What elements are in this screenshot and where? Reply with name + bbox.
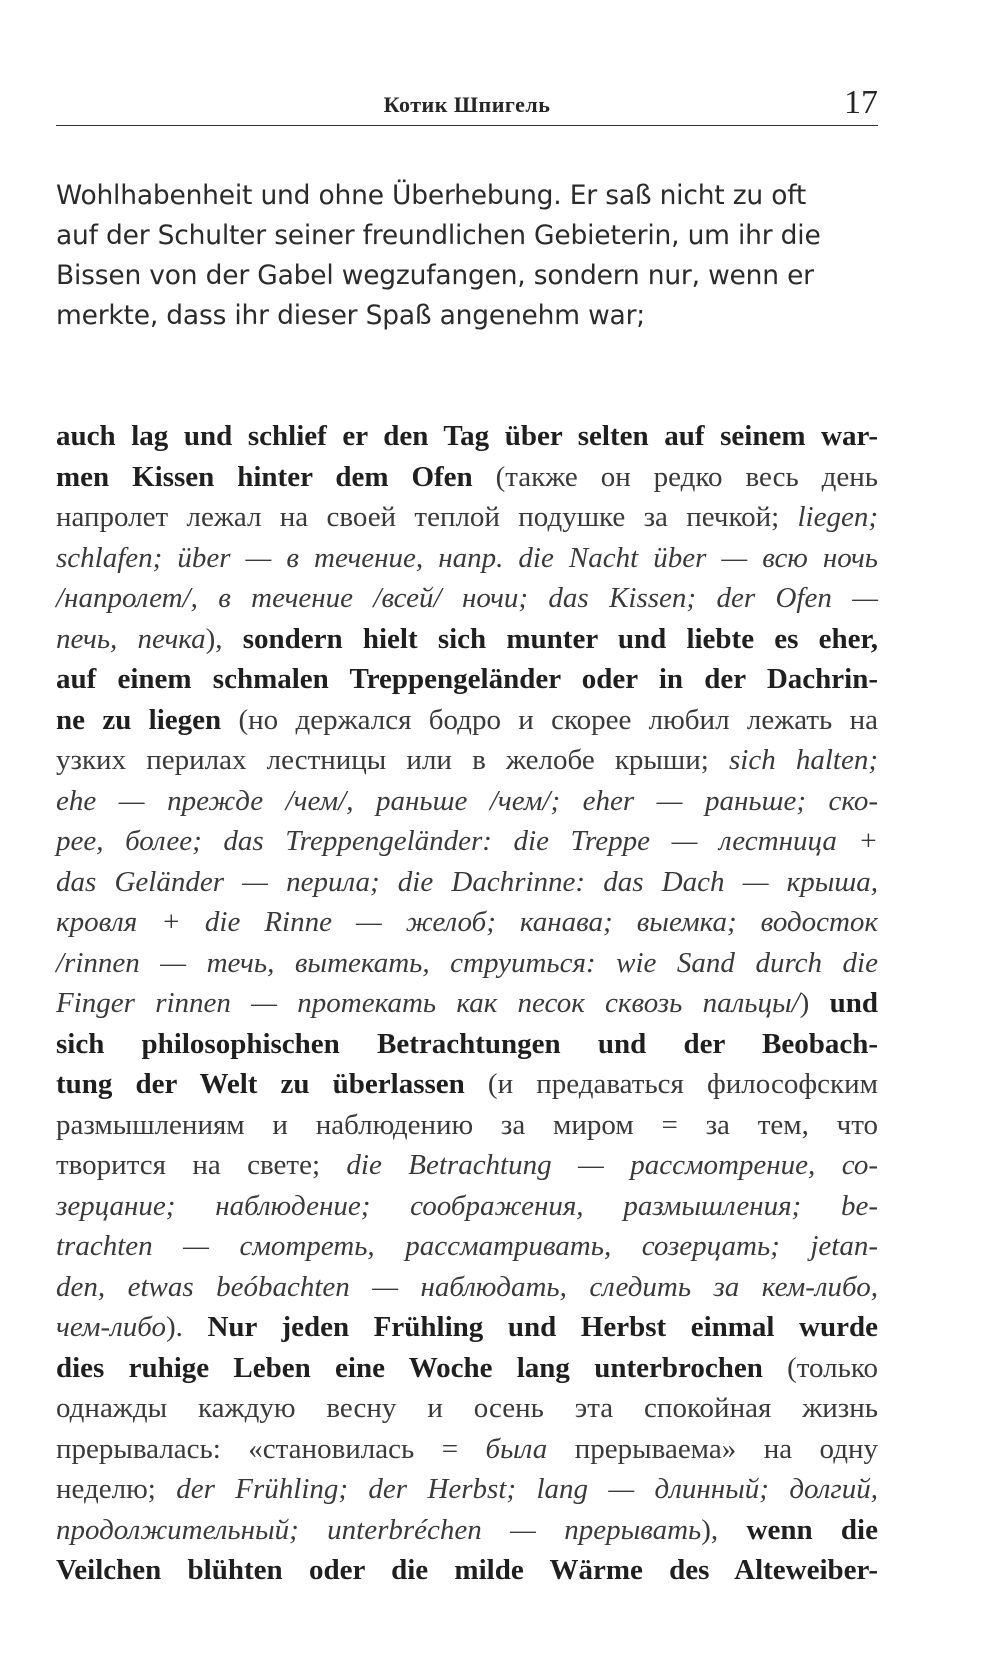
annotated-paragraph [56,416,878,1591]
text-line [56,740,878,781]
russian-translation: ), [701,1513,747,1546]
vocabulary-note: зерцание; наблюдение; соображения, размышления; be- [56,1189,878,1222]
russian-translation: (также он редко весь день [472,460,879,493]
german-source-text: auch lag und schlief er den Tag über selten auf seinem war- [56,420,878,452]
vocabulary-note: ehe — прежде /чем/, раньше /чем/; eher — раньше; ско- [56,784,878,817]
text-line [56,538,878,579]
text-line [56,1429,878,1470]
text-line [56,862,878,903]
text-line [56,1307,878,1348]
german-source-text: und [829,987,878,1019]
text-line [56,497,878,538]
german-source-text: Nur jeden Frühling und Herbst einmal wurde [207,1311,878,1343]
text-line [56,983,878,1024]
text-line [56,1105,878,1146]
russian-translation: прерывалась: «становилась = [56,1432,486,1465]
vocabulary-note: den, etwas beóbachten — наблюдать, следить за кем-либо, [56,1270,878,1303]
vocabulary-note: чем-либо [56,1311,166,1343]
text-line [56,700,878,741]
russian-translation: (но держался бодро и скорее любил лежать на [221,703,878,736]
russian-translation: (только [762,1351,878,1384]
russian-translation: ), [205,622,243,655]
text-line [56,1348,878,1389]
german-source-text: dies ruhige Leben eine Woche lang unterbrochen [56,1351,763,1384]
vocabulary-note: печь, печка [56,622,206,655]
german-source-text: sich philosophischen Betrachtungen und der Beobach- [56,1027,878,1060]
text-line [56,1550,878,1591]
russian-translation: (и предаваться философским [464,1068,878,1100]
russian-translation: прерываема» на одну [547,1432,878,1465]
german-source-text: tung der Welt zu überlassen [56,1068,465,1100]
text-line [56,821,878,862]
russian-translation: размышлениям и наблюдению за миром = за тем, что [56,1108,878,1141]
text-line [56,1388,878,1429]
german-line: Wohlhabenheit und ohne Überhebung. Er saß nicht zu oft [56,180,807,211]
text-line [56,457,878,498]
russian-translation: однажды каждую весну и осень эта спокойная жизнь [56,1392,878,1424]
text-line [56,416,878,457]
text-line [56,1145,878,1186]
text-line [56,578,878,619]
vocabulary-note: рее, более; das Treppengeländer: die Treppe — лестница + [56,825,878,857]
russian-translation: узких перилах лестницы или в желобе крыши; [56,744,729,776]
text-line [56,1064,878,1105]
text-line [56,1186,878,1227]
text-line [56,781,878,822]
text-line [56,1510,878,1551]
german-source-text: sondern hielt sich munter und liebte es eher, [242,622,878,655]
vocabulary-note: /напролет/, в течение /всей/ ночи; das Kissen; der Ofen — [56,582,878,614]
german-line: Bissen von der Gabel wegzufangen, sondern nur, wenn er [56,260,814,291]
text-line [56,1226,878,1267]
russian-translation: неделю; [56,1473,177,1505]
vocabulary-note: liegen; [797,501,878,533]
russian-translation: ) [799,987,830,1019]
german-source-text: wenn die [746,1513,878,1546]
vocabulary-note: Finger rinnen — протекать как песок сквозь пальцы/ [56,987,800,1019]
russian-translation: творится на свете; [56,1149,347,1181]
text-line [56,1267,878,1308]
vocabulary-note: der Frühling; der Herbst; lang — длинный; долгий, [176,1473,878,1505]
german-source-text: ne zu liegen [56,703,222,736]
german-source-text: men Kissen hinter dem Ofen [56,460,473,493]
german-line: merkte, dass ihr dieser Spaß angenehm war; [56,300,646,331]
text-line [56,943,878,984]
vocabulary-note: die Betrachtung — рассмотрение, со- [346,1149,879,1181]
german-source-text: Veilchen blühten oder die milde Wärme des Alteweiber- [56,1554,878,1586]
german-source-text: auf einem schmalen Treppengeländer oder in der Dachrin- [56,663,878,695]
text-line [56,1024,878,1065]
vocabulary-note: das Geländer — перила; die Dachrinne: das Dach — крыша, [56,865,878,898]
russian-translation: ). [166,1311,208,1343]
text-line [56,619,878,660]
running-header [56,78,878,126]
vocabulary-note: trachten — смотреть, рассматривать, созерцать; jetan- [56,1230,878,1262]
vocabulary-note: schlafen; über — в течение, напр. die Nacht über — всю ночь [56,541,878,574]
text-line [56,1469,878,1510]
german-paragraph [56,176,878,336]
text-line [56,659,878,700]
header-rule [56,125,878,126]
vocabulary-note: sich halten; [728,744,878,776]
running-title: Котик Шпигель [383,92,551,117]
german-line: auf der Schulter seiner freundlichen Gebieterin, um ihr die [56,220,821,251]
vocabulary-note: была [485,1432,548,1465]
page-number: 17 [844,84,878,121]
text-line [56,902,878,943]
vocabulary-note: продолжительный; unterbréchen — прерывать [56,1513,702,1546]
vocabulary-note: кровля + die Rinne — желоб; канава; выемка; водосток [56,906,878,938]
vocabulary-note: /rinnen — течь, вытекать, струиться: wie Sand durch die [56,946,878,979]
russian-translation: напролет лежал на своей теплой подушке за печкой; [56,501,798,533]
